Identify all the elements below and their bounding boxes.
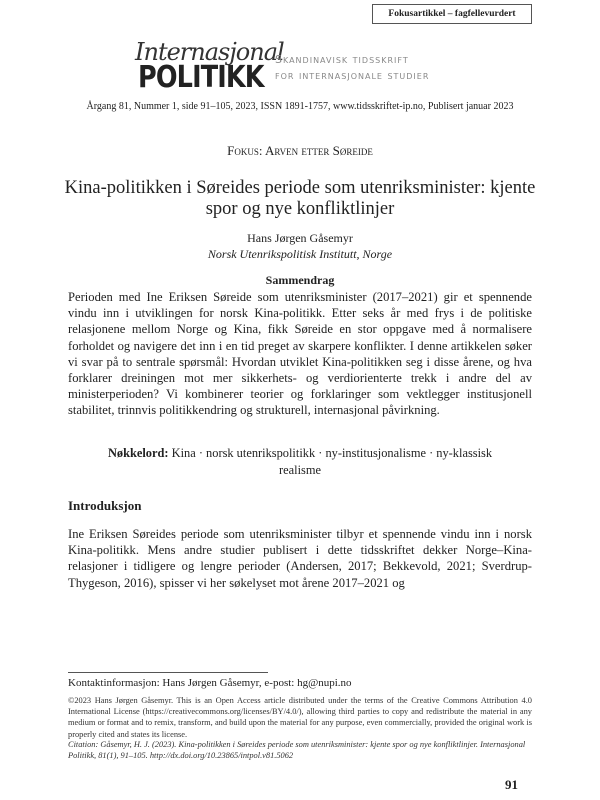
contact-info: Kontaktinformasjon: Hans Jørgen Gåsemyr, e-post: hg@nupi.no (68, 677, 352, 689)
focus-section-label: Fokus: Arven etter Søreide (227, 143, 373, 158)
journal-tagline (275, 52, 429, 84)
keywords (100, 445, 500, 478)
tagline-line-1: Skandinavisk tidsskrift (275, 53, 409, 66)
article-type-badge: Fokusartikkel – fagfellevurdert (372, 4, 532, 24)
footnote-divider (68, 672, 268, 673)
citation-text: Citation: Gåsemyr, H. J. (2023). Kina-politikken i Søreides periode som utenriksminister: kjente spor og nye konfliktlinjer. Internasjonal Politikk, 81(1), 91–105. http://dx.doi.org/10.23865/intpol.v81.5062 (68, 740, 526, 760)
keywords-label: Nøkkelord: (107, 446, 169, 460)
abstract-text: Perioden med Ine Eriksen Søreide som utenriksminister (2017–2021) gir et spennende vindu inn i utviklingen for norsk Kina-politikk. Etter seks år med frys i de politiske relasjonene mellom Norge og Kina, fikk Søreide en stor oppgave med å normalisere forholdet og navigere det inn i en tid preget av skarpere konflikter. I denne artikkelen søker vi svar på to sentrale spørsmål: Hvordan utviklet Kina-politikken seg i disse årene, og hva forklarer dreiningen mot mer sikkerhets- og verdiorienterte trekk i andre del av ministerperioden? Vi kombinerer teorier og forklaringer som vektlegger institusjonell stabilitet, trinnvis politikkendring og strukturell, internasjonal påvirkning. (68, 290, 532, 418)
issue-meta: Årgang 81, Nummer 1, side 91–105, 2023, ISSN 1891-1757, www.tidsskriftet-ip.no, Publisert januar 2023 (86, 101, 514, 112)
tagline-line-2: for internasjonale studier (275, 69, 430, 82)
abstract-heading: Sammendrag (265, 273, 335, 287)
license-text: ©2023 Hans Jørgen Gåsemyr. This is an Open Access article distributed under the terms of the Creative Commons Attribution 4.0 International License (https://creativecommons.org/licenses/BY/4.0/), allowing third parties to copy and redistribute the material in any medium or format and to remix, transform, and build upon the material for any purpose, even commercially, provided the original work is properly cited and states its license. (68, 696, 532, 739)
journal-logo-wordmark: POLITIKK (138, 60, 264, 95)
article-title: Kina-politikken i Søreides periode som utenriksminister: kjente spor og nye konfliktlinjer (64, 178, 536, 219)
body-text: Ine Eriksen Søreides periode som utenriksminister tilbyr et spennende vindu inn i norsk Kina-politikk. Mens andre studier publisert i dette tidsskriftet dekker Norge–Kina-relasjoner i tidligere og lengre perioder (Andersen, 2017; Bekkevold, 2021; Sverdrup-Thygeson, 2016), spisser vi her søkelyset mot årene 2017–2021 og (68, 527, 532, 590)
journal-logo-script: Internasjonal (135, 38, 284, 66)
section-heading: Introduksjon (68, 498, 142, 513)
page-number: 91 (505, 777, 518, 792)
keywords-list: Kina · norsk utenrikspolitikk · ny-institusjonalisme · ny-klassisk realisme (171, 446, 493, 477)
author-name: Hans Jørgen Gåsemyr (247, 231, 353, 245)
author-affiliation: Norsk Utenrikspolitisk Institutt, Norge (207, 247, 393, 261)
